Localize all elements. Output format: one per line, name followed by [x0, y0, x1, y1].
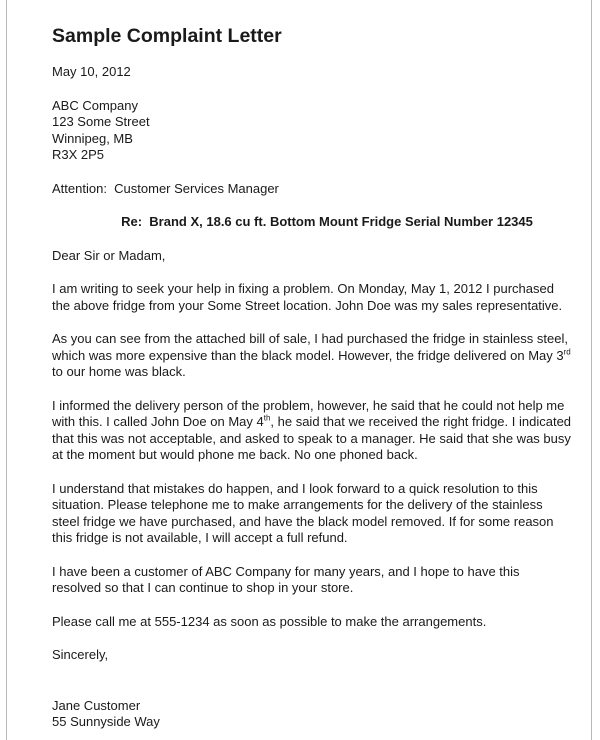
closing: Sincerely,: [52, 647, 109, 662]
sender-block: [52, 698, 572, 731]
paragraph-2: [52, 331, 572, 381]
recipient-street: 123 Some Street: [52, 114, 150, 129]
recipient-postal: R3X 2P5: [52, 147, 105, 162]
paragraph-2-text-a: As you can see from the attached bill of sale, I had purchased the fridge in stainless steel, which was more expensive than the black model. However, the fridge delivered on May 3: [52, 331, 568, 363]
paragraph-2-text-b: to our home was black.: [52, 364, 186, 379]
paragraph-1: I am writing to seek your help in fixing a problem. On Monday, May 1, 2012 I purchased the above fridge from your Some Street location. John Doe was my sales representative.: [52, 281, 563, 313]
paragraph-3: [52, 398, 572, 464]
paragraph-3-ordinal: th: [263, 413, 271, 423]
subject-line: Re: Brand X, 18.6 cu ft. Bottom Mount Fridge Serial Number 12345: [121, 214, 533, 229]
letter-content: [52, 24, 572, 731]
recipient-city: Winnipeg, MB: [52, 130, 133, 146]
sender-street: 55 Sunnyside Way: [52, 714, 160, 729]
paragraph-5: I have been a customer of ABC Company for many years, and I hope to have this resolved so that I can continue to shop in your store.: [52, 563, 520, 595]
paragraph-2-ordinal: rd: [563, 347, 571, 357]
recipient-company: ABC Company: [52, 97, 138, 113]
salutation: Dear Sir or Madam,: [52, 247, 166, 263]
paragraph-3-text-a: I informed the delivery person of the problem, however, he said that he could not help me with this. I called John Doe on May 4: [52, 397, 565, 429]
letter-title: Sample Complaint Letter: [52, 25, 282, 47]
letter-date: May 10, 2012: [52, 64, 131, 79]
sender-name: Jane Customer: [52, 697, 141, 713]
paragraph-6: Please call me at 555-1234 as soon as possible to make the arrangements.: [52, 613, 487, 629]
letter-page: [6, 0, 592, 740]
paragraph-4: I understand that mistakes do happen, and I look forward to a quick resolution to this situation. Please telephone me to make arrangements for the delivery of the stainless steel fridge we have purchased, and have the black model removed. If for some reason this fridge is not available, I will accept a full refund.: [52, 480, 554, 545]
recipient-address: [52, 98, 572, 164]
attention-line: Attention: Customer Services Manager: [52, 180, 279, 196]
paragraph-3-text-b: , he said that we received the right fridge. I indicated that this was not acceptable, and asked to speak to a manager. He said that she was busy at the moment but would phone me back. No one phoned back.: [52, 414, 572, 462]
